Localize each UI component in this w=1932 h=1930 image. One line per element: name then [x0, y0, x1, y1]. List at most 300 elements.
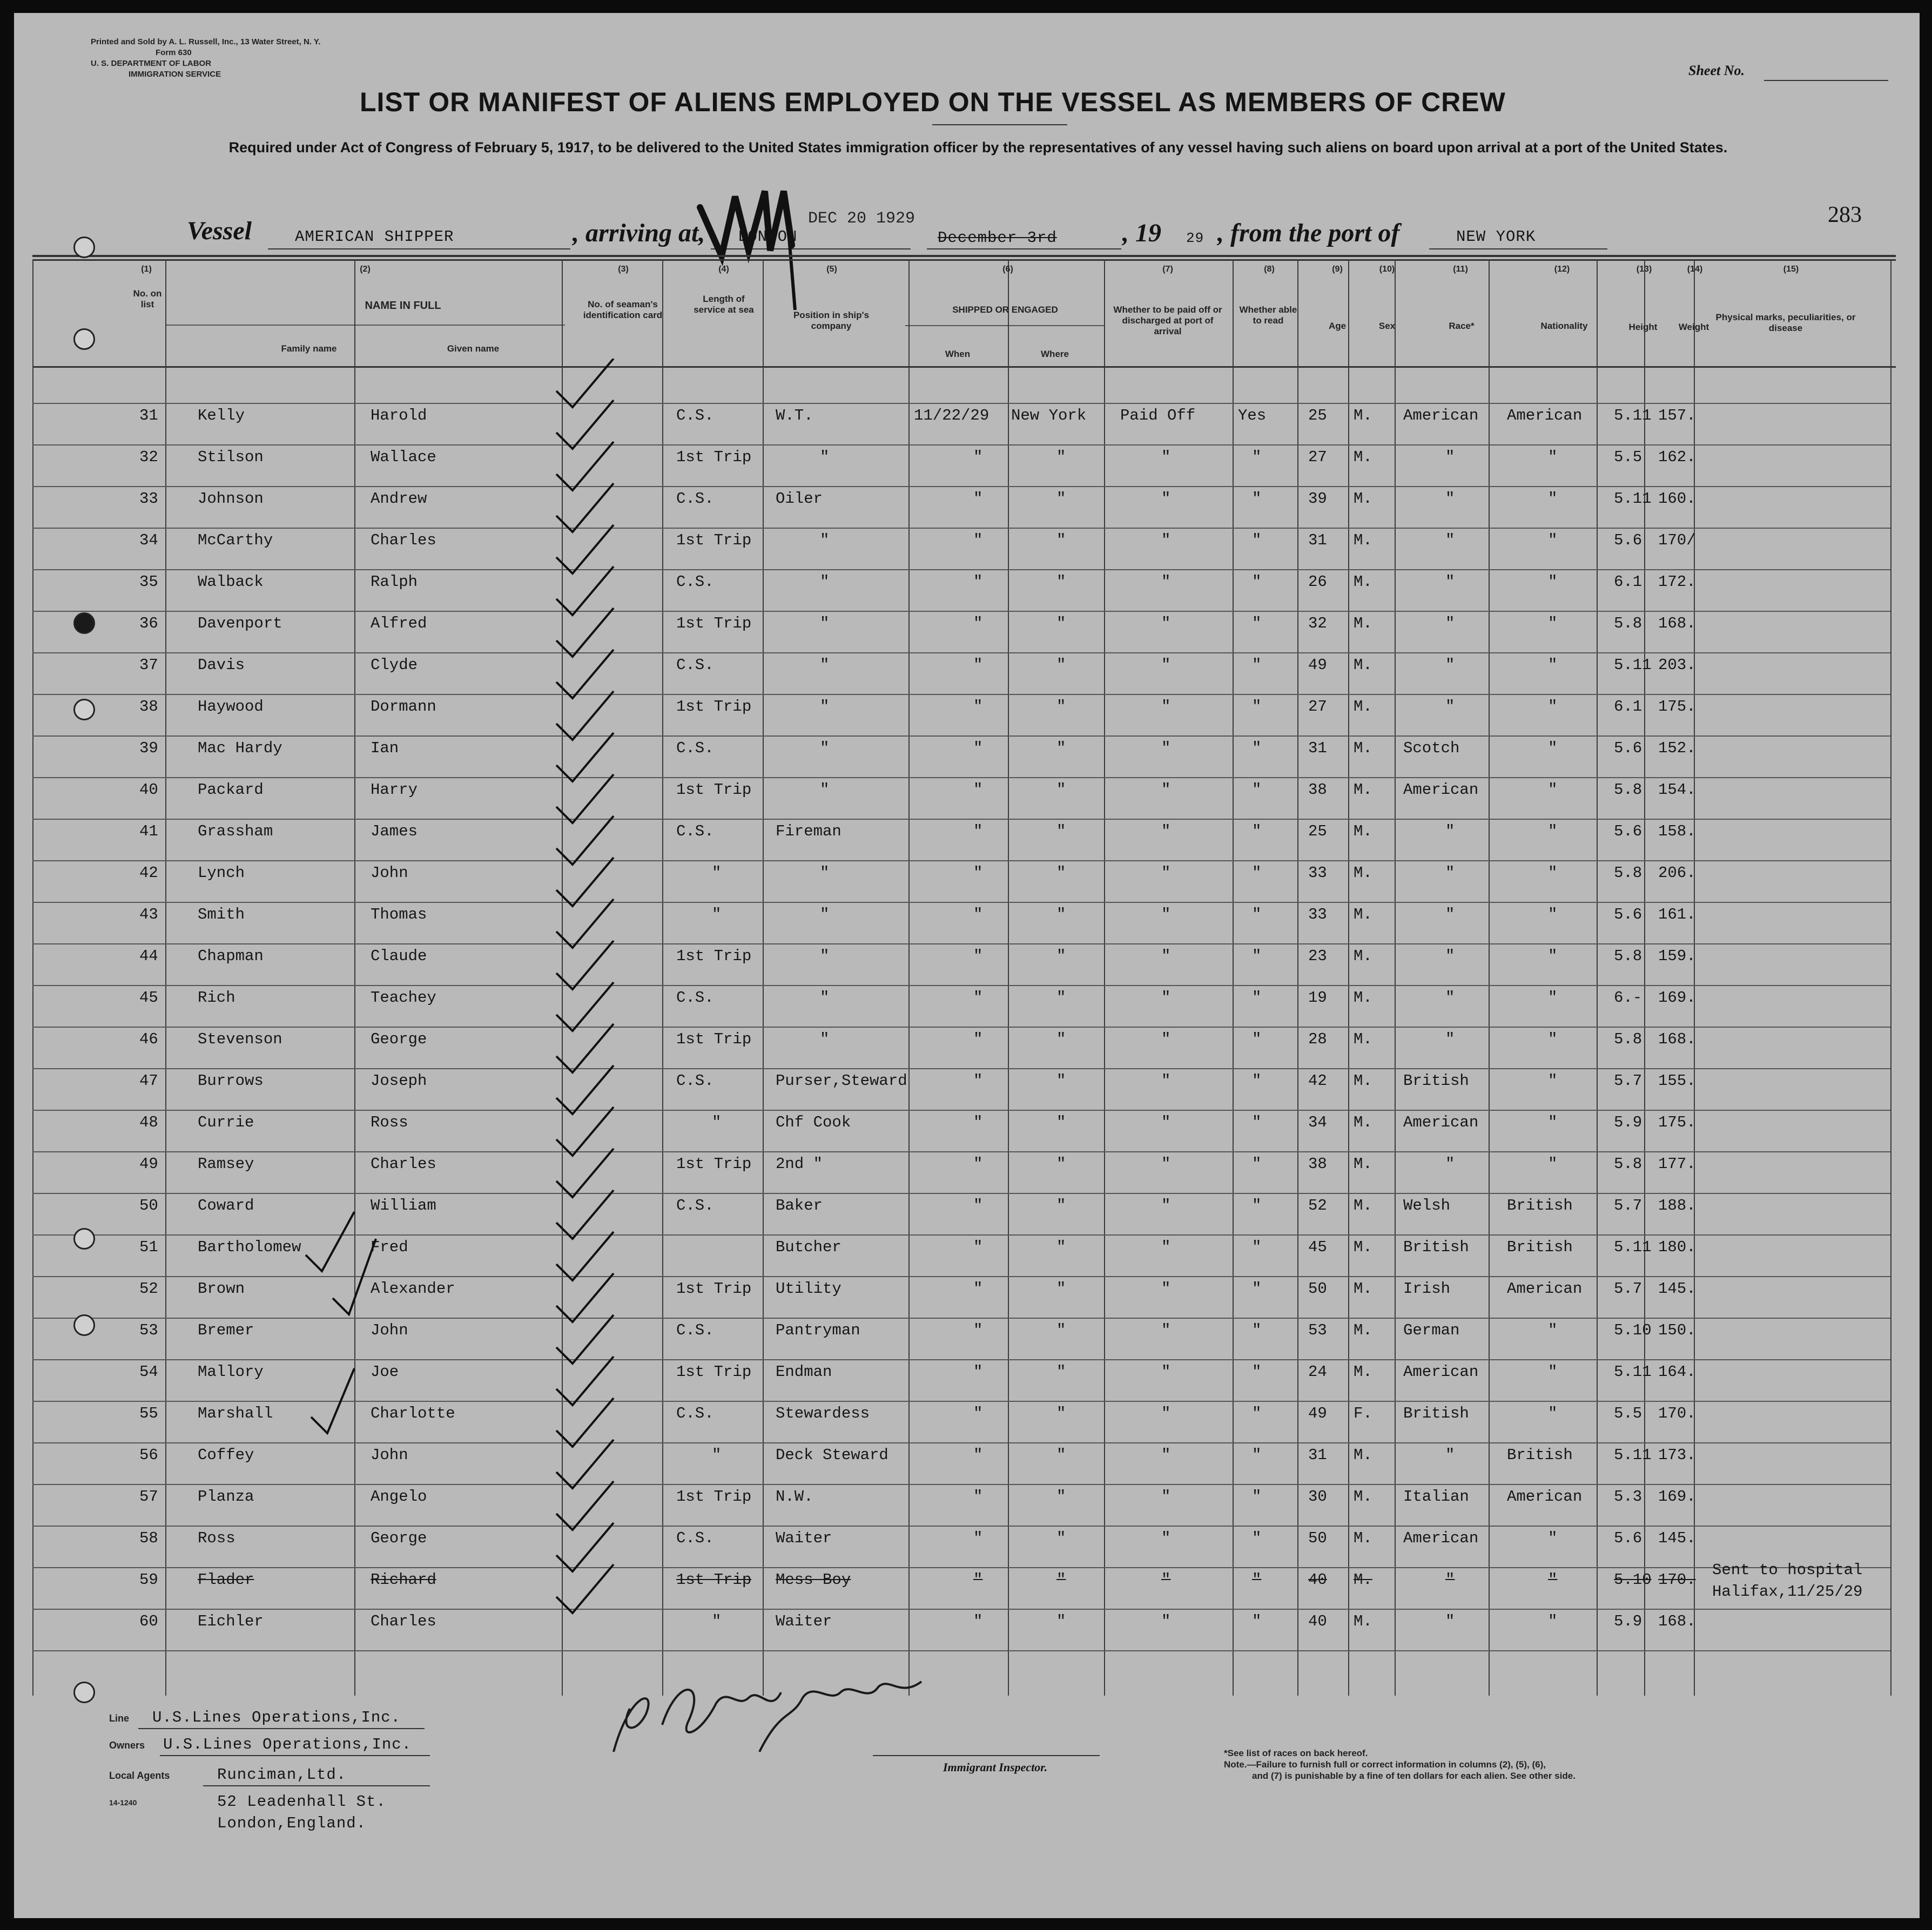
paid-off-cell: " [1161, 1529, 1171, 1547]
family-name-cell: Kelly [198, 407, 245, 424]
age-cell: 30 [1308, 1488, 1327, 1506]
family-name-cell: Chapman [198, 947, 264, 965]
race-cell: " [1445, 1030, 1455, 1048]
length-of-service-cell: 1st Trip [676, 1155, 752, 1173]
weight-cell: 170/ [1658, 531, 1696, 549]
shipped-where-cell: " [1056, 1529, 1066, 1547]
position-cell: " [820, 698, 830, 716]
family-name-cell: Flader [198, 1571, 254, 1589]
row-rule [32, 1567, 1890, 1568]
age-cell: 40 [1308, 1612, 1327, 1630]
age-cell: 32 [1308, 615, 1327, 632]
shipped-when-cell: " [973, 448, 983, 466]
able-to-read-cell: " [1252, 864, 1262, 882]
height-cell: 5.11 [1614, 1238, 1652, 1256]
height-cell: 5.10 [1614, 1321, 1652, 1339]
able-to-read-cell: " [1252, 573, 1262, 591]
age-cell: 26 [1308, 573, 1327, 591]
from-port-label: , from the port of [1217, 219, 1400, 247]
shipped-when-cell: " [973, 1197, 983, 1214]
nationality-cell: " [1548, 989, 1558, 1007]
row-rule [32, 1526, 1890, 1527]
year-suffix: 29 [1186, 230, 1204, 246]
family-name-cell: Ross [198, 1529, 235, 1547]
able-to-read-cell: " [1252, 615, 1262, 632]
sex-cell: M. [1354, 1155, 1372, 1173]
col-num: (1) [141, 265, 152, 274]
paid-off-cell: " [1161, 1114, 1171, 1131]
sex-cell: M. [1354, 1280, 1372, 1298]
col-num: (10) [1379, 265, 1395, 274]
weight-cell: 203. [1658, 656, 1696, 674]
weight-cell: 160. [1658, 490, 1696, 508]
position-cell: Waiter [776, 1529, 832, 1547]
height-cell: 5.9 [1614, 1114, 1642, 1131]
race-cell: " [1445, 822, 1455, 840]
shipped-when-cell: " [973, 739, 983, 757]
race-cell: British [1403, 1238, 1469, 1256]
age-cell: 34 [1308, 1114, 1327, 1131]
height-cell: 5.6 [1614, 906, 1642, 923]
nationality-cell: " [1548, 1571, 1558, 1589]
length-of-service-cell: " [712, 1446, 722, 1464]
age-cell: 39 [1308, 490, 1327, 508]
sex-cell: M. [1354, 490, 1372, 508]
family-name-cell: Lynch [198, 864, 245, 882]
length-of-service-cell: 1st Trip [676, 531, 752, 549]
sex-cell: M. [1354, 531, 1372, 549]
sex-cell: M. [1354, 1363, 1372, 1381]
nationality-cell: " [1548, 1072, 1558, 1090]
row-rule [32, 1609, 1890, 1610]
able-to-read-cell: " [1252, 1405, 1262, 1422]
paid-off-cell: " [1161, 822, 1171, 840]
family-name-cell: Stilson [198, 448, 264, 466]
age-cell: 33 [1308, 864, 1327, 882]
position-cell: " [820, 864, 830, 882]
row-rule [32, 1151, 1890, 1152]
col-num: (11) [1453, 265, 1468, 274]
row-number-cell: 53 [139, 1321, 158, 1339]
given-name-cell: James [371, 822, 418, 840]
shipped-where-cell: New York [1011, 407, 1087, 424]
sex-cell: M. [1354, 1238, 1372, 1256]
shipped-where-cell: " [1056, 490, 1066, 508]
shipped-where-cell: " [1056, 448, 1066, 466]
family-name-cell: Marshall [198, 1405, 273, 1422]
shipped-where-cell: " [1056, 781, 1066, 799]
shipped-where-cell: " [1056, 1030, 1066, 1048]
given-name-cell: Charles [371, 1155, 436, 1173]
col-header-no: No. on list [133, 288, 162, 309]
nationality-cell: " [1548, 1114, 1558, 1131]
able-to-read-cell: " [1252, 1612, 1262, 1630]
length-of-service-cell: 1st Trip [676, 1280, 752, 1298]
footnote-line: and (7) is punishable by a fine of ten dollars for each alien. See other side. [1252, 1771, 1576, 1781]
given-name-cell: Angelo [371, 1488, 427, 1506]
nationality-cell: " [1548, 1612, 1558, 1630]
column-rule [354, 326, 355, 1696]
agents-address: London,England. [217, 1814, 367, 1832]
able-to-read-cell: " [1252, 1280, 1262, 1298]
nationality-cell: " [1548, 490, 1558, 508]
row-rule [32, 1027, 1890, 1028]
weight-cell: 175. [1658, 1114, 1696, 1131]
position-cell: Oiler [776, 490, 823, 508]
binder-hole [73, 328, 95, 350]
age-cell: 49 [1308, 656, 1327, 674]
length-of-service-cell: C.S. [676, 490, 714, 508]
length-of-service-cell: 1st Trip [676, 698, 752, 716]
position-cell: Pantryman [776, 1321, 860, 1339]
age-cell: 31 [1308, 1446, 1327, 1464]
row-rule [32, 777, 1890, 778]
weight-cell: 170. [1658, 1405, 1696, 1422]
able-to-read-cell: " [1252, 448, 1262, 466]
weight-cell: 152. [1658, 739, 1696, 757]
position-cell: N.W. [776, 1488, 813, 1506]
race-cell: Welsh [1403, 1197, 1451, 1214]
weight-cell: 168. [1658, 615, 1696, 632]
nationality-cell: British [1507, 1197, 1573, 1214]
shipped-when-cell: " [973, 1280, 983, 1298]
weight-cell: 168. [1658, 1612, 1696, 1630]
col-header-id-card: No. of seaman's identification card [583, 299, 663, 320]
able-to-read-cell: " [1252, 1238, 1262, 1256]
shipped-where-cell: " [1056, 739, 1066, 757]
nationality-cell: " [1548, 656, 1558, 674]
height-cell: 5.6 [1614, 739, 1642, 757]
row-number-cell: 35 [139, 573, 158, 591]
height-cell: 5.10 [1614, 1571, 1652, 1589]
nationality-cell: " [1548, 1529, 1558, 1547]
agents-label: Local Agents [109, 1770, 170, 1781]
given-name-cell: Charles [371, 531, 436, 549]
shipped-when-cell: " [973, 989, 983, 1007]
height-cell: 6.1 [1614, 698, 1642, 716]
position-cell: " [820, 1030, 830, 1048]
row-number-cell: 48 [139, 1114, 158, 1131]
column-rule [1644, 259, 1645, 1696]
position-cell: Utility [776, 1280, 842, 1298]
height-cell: 5.6 [1614, 822, 1642, 840]
age-cell: 31 [1308, 739, 1327, 757]
able-to-read-cell: " [1252, 1571, 1262, 1589]
shipped-when-cell: " [973, 1238, 983, 1256]
weight-cell: 168. [1658, 1030, 1696, 1048]
checkmark-column [533, 359, 673, 1665]
nationality-cell: American [1507, 1488, 1583, 1506]
family-name-cell: Coward [198, 1197, 254, 1214]
shipped-when-cell: " [973, 1405, 983, 1422]
weight-cell: 172. [1658, 573, 1696, 591]
height-cell: 5.8 [1614, 1030, 1642, 1048]
height-cell: 5.8 [1614, 947, 1642, 965]
row-rule [32, 735, 1890, 737]
paid-off-cell: " [1161, 573, 1171, 591]
imprint-line: Printed and Sold by A. L. Russell, Inc., 13 Water Street, N. Y. [91, 37, 321, 46]
nationality-cell: " [1548, 531, 1558, 549]
race-cell: " [1445, 864, 1455, 882]
given-name-cell: Ian [371, 739, 399, 757]
row-number-cell: 44 [139, 947, 158, 965]
nationality-cell: " [1548, 1321, 1558, 1339]
able-to-read-cell: " [1252, 739, 1262, 757]
col-header-weight: Weight [1678, 322, 1709, 332]
age-cell: 27 [1308, 448, 1327, 466]
row-number-cell: 56 [139, 1446, 158, 1464]
able-to-read-cell: " [1252, 656, 1262, 674]
race-cell: " [1445, 615, 1455, 632]
height-cell: 5.8 [1614, 1155, 1642, 1173]
row-number-cell: 31 [139, 407, 158, 424]
sex-cell: F. [1354, 1405, 1372, 1422]
sex-cell: M. [1354, 1072, 1372, 1090]
given-name-cell: Harry [371, 781, 418, 799]
from-port: NEW YORK [1456, 228, 1536, 246]
able-to-read-cell: " [1252, 1030, 1262, 1048]
shipped-when-cell: " [973, 698, 983, 716]
sex-cell: M. [1354, 864, 1372, 882]
column-rule [1104, 259, 1105, 1696]
weight-cell: 173. [1658, 1446, 1696, 1464]
arriving-port: LONDON [738, 228, 798, 246]
footnote [1224, 1747, 1576, 1781]
row-rule [32, 486, 1890, 487]
position-cell: Purser,Steward [776, 1072, 907, 1090]
position-cell: 2nd " [776, 1155, 823, 1173]
race-cell: " [1445, 989, 1455, 1007]
paid-off-cell: " [1161, 1238, 1171, 1256]
col-header-name: NAME IN FULL [365, 300, 441, 312]
row-number-cell: 34 [139, 531, 158, 549]
able-to-read-cell: " [1252, 1529, 1262, 1547]
shipped-where-cell: " [1056, 615, 1066, 632]
sex-cell: M. [1354, 822, 1372, 840]
able-to-read-cell: Yes [1238, 407, 1267, 424]
weight-cell: 177. [1658, 1155, 1696, 1173]
family-name-cell: Brown [198, 1280, 245, 1298]
owners-label: Owners [109, 1740, 145, 1751]
length-of-service-cell: " [712, 1612, 722, 1630]
nationality-cell: American [1507, 407, 1583, 424]
row-rule [32, 569, 1890, 570]
paid-off-cell: " [1161, 1321, 1171, 1339]
shipped-where-cell: " [1056, 1072, 1066, 1090]
row-number-cell: 59 [139, 1571, 158, 1589]
row-number-cell: 38 [139, 698, 158, 716]
row-number-cell: 47 [139, 1072, 158, 1090]
row-rule [32, 694, 1890, 695]
vessel-label: Vessel [187, 217, 252, 245]
col-num: (13) [1636, 265, 1652, 274]
given-name-cell: Claude [371, 947, 427, 965]
sex-cell: M. [1354, 947, 1372, 965]
agents-address: 52 Leadenhall St. [217, 1793, 386, 1811]
row-number-cell: 42 [139, 864, 158, 882]
race-cell: British [1403, 1072, 1469, 1090]
race-cell: British [1403, 1405, 1469, 1422]
nationality-cell: " [1548, 906, 1558, 923]
race-cell: " [1445, 1155, 1455, 1173]
given-name-cell: Joseph [371, 1072, 427, 1090]
paid-off-cell: " [1161, 1155, 1171, 1173]
col-header-service: Length of service at sea [694, 294, 754, 315]
shipped-where-cell: " [1056, 947, 1066, 965]
weight-cell: 164. [1658, 1363, 1696, 1381]
row-rule [32, 1650, 1890, 1651]
nationality-cell: " [1548, 1363, 1558, 1381]
nationality-cell: American [1507, 1280, 1583, 1298]
position-cell: Baker [776, 1197, 823, 1214]
nationality-cell: British [1507, 1238, 1573, 1256]
shipped-when-cell: " [973, 781, 983, 799]
paid-off-cell: " [1161, 490, 1171, 508]
row-number-cell: 40 [139, 781, 158, 799]
position-cell: Stewardess [776, 1405, 870, 1422]
given-name-cell: Alexander [371, 1280, 455, 1298]
position-cell: " [820, 947, 830, 965]
column-rule [1348, 259, 1349, 1696]
race-cell: American [1403, 1363, 1479, 1381]
sex-cell: M. [1354, 573, 1372, 591]
race-cell: " [1445, 1612, 1455, 1630]
sex-cell: M. [1354, 1446, 1372, 1464]
length-of-service-cell: C.S. [676, 989, 714, 1007]
row-number-cell: 50 [139, 1197, 158, 1214]
imprint-line: IMMIGRATION SERVICE [129, 70, 221, 79]
sex-cell: M. [1354, 1197, 1372, 1214]
sex-cell: M. [1354, 1612, 1372, 1630]
family-name-cell: Mallory [198, 1363, 264, 1381]
row-rule [32, 403, 1890, 404]
shipped-when-cell: " [973, 490, 983, 508]
column-rule [1489, 259, 1490, 1696]
shipped-where-cell: " [1056, 531, 1066, 549]
given-name-cell: William [371, 1197, 436, 1214]
paid-off-cell: " [1161, 1280, 1171, 1298]
row-number-cell: 51 [139, 1238, 158, 1256]
shipped-where-cell: " [1056, 656, 1066, 674]
row-number-cell: 60 [139, 1612, 158, 1630]
position-cell: Chf Cook [776, 1114, 851, 1131]
age-cell: 19 [1308, 989, 1327, 1007]
length-of-service-cell: 1st Trip [676, 1363, 752, 1381]
shipped-where-cell: " [1056, 1612, 1066, 1630]
age-cell: 23 [1308, 947, 1327, 965]
vessel-name: AMERICAN SHIPPER [295, 228, 454, 246]
race-cell: " [1445, 448, 1455, 466]
nationality-cell: " [1548, 1030, 1558, 1048]
sex-cell: M. [1354, 1030, 1372, 1048]
paid-off-cell: " [1161, 1488, 1171, 1506]
paid-off-cell: " [1161, 947, 1171, 965]
weight-cell: 145. [1658, 1280, 1696, 1298]
paid-off-cell: " [1161, 1405, 1171, 1422]
family-name-cell: Rich [198, 989, 235, 1007]
shipped-when-cell: " [973, 1446, 983, 1464]
length-of-service-cell: C.S. [676, 1072, 714, 1090]
row-rule [32, 1110, 1890, 1111]
shipped-where-cell: " [1056, 1571, 1066, 1589]
position-cell: W.T. [776, 407, 813, 424]
age-cell: 40 [1308, 1571, 1327, 1589]
row-number-cell: 49 [139, 1155, 158, 1173]
sex-cell: M. [1354, 1321, 1372, 1339]
race-cell: American [1403, 1529, 1479, 1547]
shipped-when-cell: " [973, 1030, 983, 1048]
binder-hole [73, 612, 95, 634]
age-cell: 38 [1308, 1155, 1327, 1173]
position-cell: Endman [776, 1363, 832, 1381]
row-number-cell: 54 [139, 1363, 158, 1381]
age-cell: 45 [1308, 1238, 1327, 1256]
column-rule [1694, 259, 1695, 1696]
shipped-when-cell: " [973, 822, 983, 840]
binder-hole [73, 1314, 95, 1336]
given-name-cell: John [371, 864, 408, 882]
row-number-cell: 32 [139, 448, 158, 466]
given-name-cell: George [371, 1529, 427, 1547]
row-number-cell: 52 [139, 1280, 158, 1298]
weight-cell: 169. [1658, 1488, 1696, 1506]
paid-off-cell: " [1161, 531, 1171, 549]
col-num: (3) [618, 265, 629, 274]
weight-cell: 169. [1658, 989, 1696, 1007]
length-of-service-cell: C.S. [676, 1405, 714, 1422]
shipped-when-cell: " [973, 656, 983, 674]
nationality-cell: " [1548, 781, 1558, 799]
row-rule [32, 611, 1890, 612]
race-cell: American [1403, 1114, 1479, 1131]
shipped-when-cell: " [973, 864, 983, 882]
shipped-when-cell: " [973, 531, 983, 549]
paid-off-cell: " [1161, 1446, 1171, 1464]
paid-off-cell: " [1161, 698, 1171, 716]
col-num: (2) [360, 265, 371, 274]
family-name-cell: Bremer [198, 1321, 254, 1339]
column-rule [1233, 259, 1234, 1696]
inspector-label: Immigrant Inspector. [943, 1760, 1048, 1774]
weight-cell: 155. [1658, 1072, 1696, 1090]
col-num: (4) [718, 265, 729, 274]
position-cell: " [820, 573, 830, 591]
family-name-cell: Walback [198, 573, 264, 591]
remarks-line: Sent to hospital [1712, 1561, 1863, 1579]
race-cell: American [1403, 407, 1479, 424]
shipped-when-cell: 11/22/29 [914, 407, 989, 424]
able-to-read-cell: " [1252, 822, 1262, 840]
race-cell: Scotch [1403, 739, 1460, 757]
page-subtitle: Required under Act of Congress of February 5, 1917, to be delivered to the United States immigration officer by the representatives of any vessel having such aliens on board upon arrival at a port of the United States. [228, 139, 1728, 156]
height-cell: 5.11 [1614, 490, 1652, 508]
family-name-cell: Davis [198, 656, 245, 674]
row-number-cell: 41 [139, 822, 158, 840]
shipped-where-cell: " [1056, 1405, 1066, 1422]
shipped-when-cell: " [973, 1114, 983, 1131]
position-cell: Butcher [776, 1238, 842, 1256]
sex-cell: M. [1354, 448, 1372, 466]
age-cell: 38 [1308, 781, 1327, 799]
race-cell: " [1445, 656, 1455, 674]
weight-cell: 188. [1658, 1197, 1696, 1214]
sex-cell: M. [1354, 989, 1372, 1007]
age-cell: 52 [1308, 1197, 1327, 1214]
race-cell: German [1403, 1321, 1460, 1339]
family-name-cell: Haywood [198, 698, 264, 716]
length-of-service-cell: 1st Trip [676, 1488, 752, 1506]
family-name-cell: Eichler [198, 1612, 264, 1630]
